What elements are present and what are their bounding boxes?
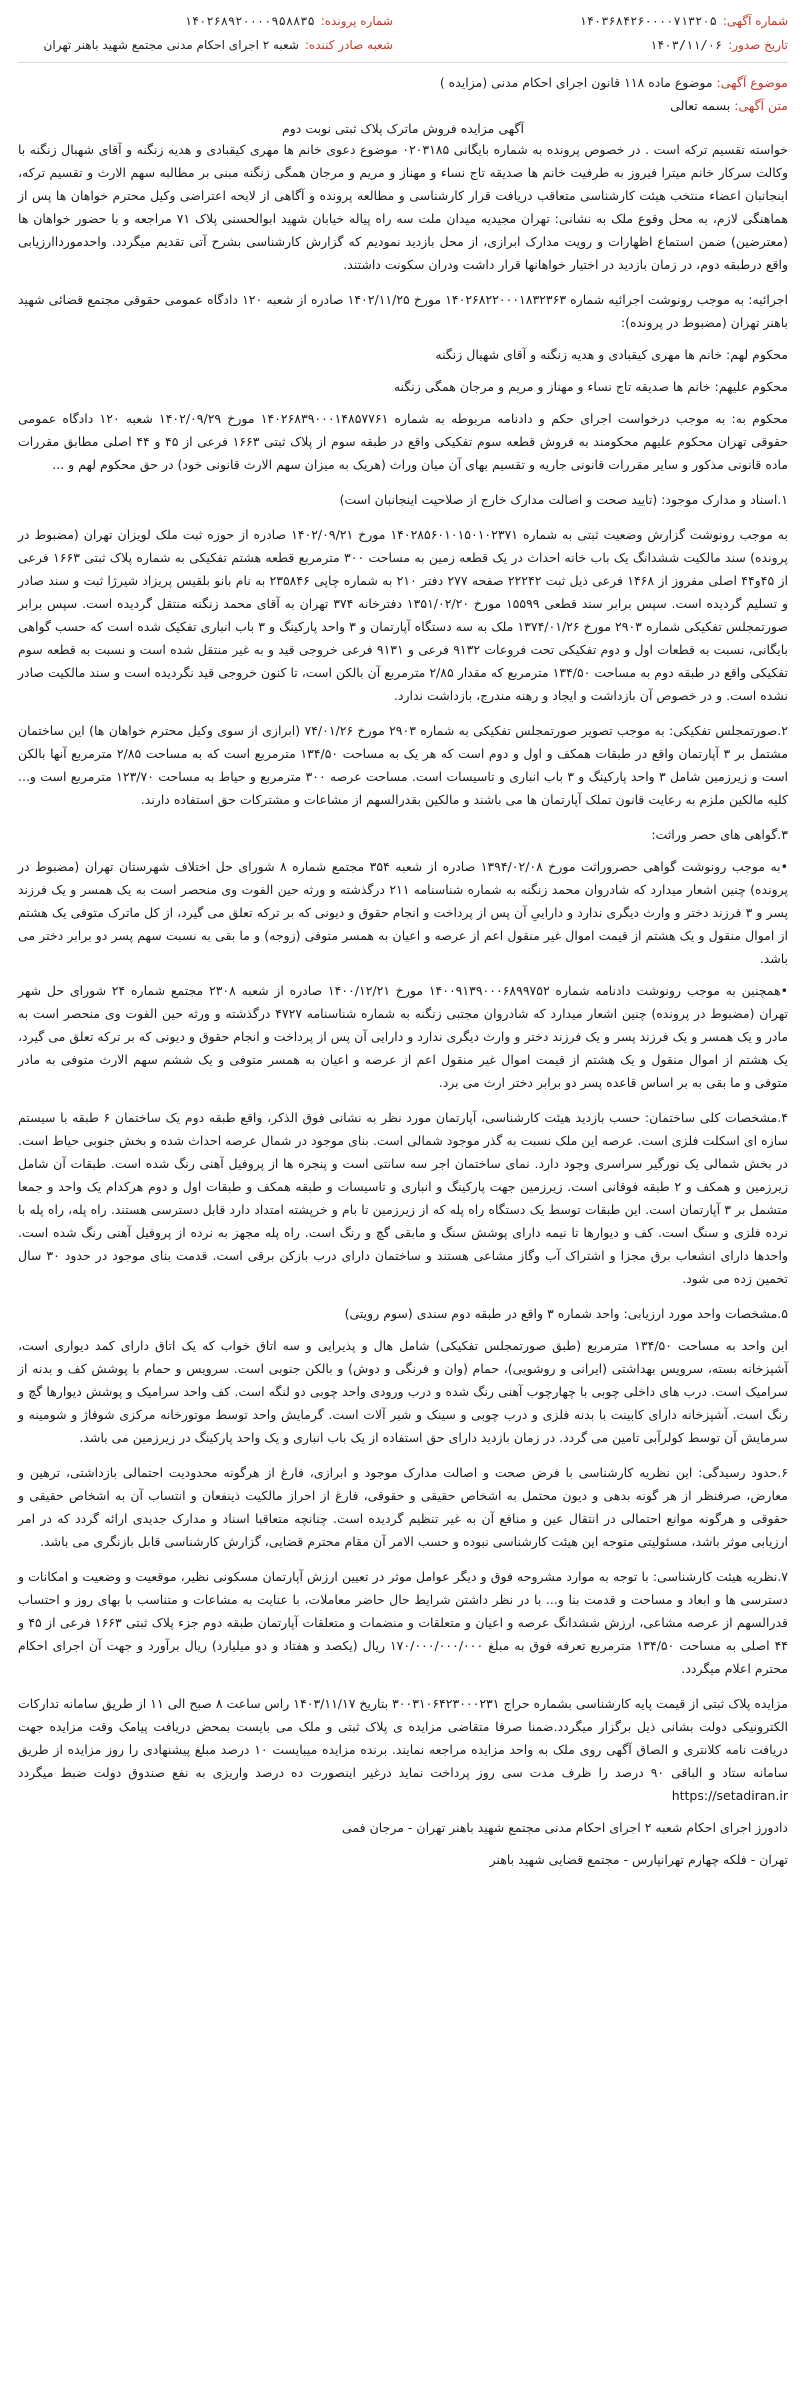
notice-header [18,14,788,63]
body-paragraph: به موجب رونوشت گزارش وضعیت ثبتی به شماره ۱۴۰۲۸۵۶۰۱۰۱۵۰۱۰۲۳۷۱ مورخ ۱۴۰۲/۰۹/۲۱ صادره از حوزه ثبت ملک لویزان تهران (مضبوط در پرونده) سند مالکیت ششدانگ یک باب خانه احداث در یک قطعه زمین به مساحت ۳۰۰ مترمربع قطعه هشتم تفکیکی به شماره پلاک ثبتی ۱۶۶۳ فرعی از ۴۵و۴۴ اصلی مفروز از ۱۴۶۸ فرعی ذیل ثبت ۲۲۲۴۲ صفحه ۲۷۷ دفتر ۲۱۰ به شماره چاپی ۲۳۵۸۴۶ به نام بانو بلقیس پریزاد شیرژا ثبت و سند صادر و تسلیم گردیده است. سپس برابر سند قطعی ۱۵۵۹۹ مورخ ۱۳۵۱/۰۲/۲۰ دفترخانه ۳۷۴ تهران به آقای محمد زنگنه منتقل گردیده است. سپس برابر صورتمجلس تفکیکی شماره ۲۹۰۳ مورخ ۱۳۷۴/۰۱/۲۶ ملک به سه دستگاه آپارتمان و ۳ واحد پارکینگ و ۳ باب انباری تفکیک شده است که حسب گواهی بایگانی، نسبت به قطعات اول و دوم تفکیکی تحت فروعات ۹۱۳۲ فرعی و ۹۱۳۱ فرعی خروجی قید و به غیر منتقل شده است و نسبت به قطعه سوم تفکیکی واقع در طبقه دوم به مساحت ۱۳۴/۵۰ مترمربع که مقدار ۲/۸۵ مترمربع آن بالکن است، تا کنون خروجی قید نگردیده است و سند مالکیت صادر نشده است. و در خصوص آن بازداشت و ایجاد و رهنه مندرج، بازداشت ندارد. [18,527,789,703]
bismillah: بسمه تعالی [670,98,731,113]
subject-row [18,75,788,90]
notice-title: آگهی مزایده فروش ماترک پلاک ثبتی نوبت دوم [282,121,524,136]
body-paragraph: اجرائیه: به موجب رونوشت اجرائیه شماره ۱۴۰۲۶۸۲۲۰۰۰۱۸۳۲۳۶۳ مورخ ۱۴۰۲/۱۱/۲۵ صادره از شعبه ۱۲۰ دادگاه عمومی حقوقی مجتمع قضائی شهید باهنر تهران (مضبوط در پرونده): [18,292,788,330]
body-paragraph: ۵.مشخصات واحد مورد ارزیابی: واحد شماره ۳ واقع در طبقه دوم سندی (سوم رویتی) [344,1306,788,1321]
body-paragraph: ۷.نظریه هیئت کارشناسی: با توجه به موارد مشروحه فوق و دیگر عوامل موثر در تعیین ارزش آپارتمان مسکونی نظیر، موقعیت و وضعیت و امکانات و دسترسی ها و ابعاد و مساحت و قدمت بنا و... با در نظر داشتن شرایط حال حاضر معاملات، با عنایت به مشاعات و متناسب با بهای روز و احتساب قدرالسهم از عرصه مشاعی، ارزش ششدانگ عرصه و اعیان و متعلقات و منضمات و متعلقات آپارتمان طبقه دوم جزء پلاک ثبتی ۱۶۶۳ فرعی از ۴۵ و ۴۴ اصلی به مساحت ۱۳۴/۵۰ مترمربع تعرفه فوق به مبلغ ۱۷۰/۰۰۰/۰۰۰/۰۰۰ ریال (یکصد و هفتاد و دو میلیارد) ریال برآورد و جهت آن اجرای احکام محترم اعلام میگردد. [18,1569,788,1676]
branch-label: شعبه صادر کننده: [304,38,393,52]
branch-value: شعبه ۲ اجرای احکام مدنی مجتمع شهید باهنر تهران [43,38,299,52]
body-paragraph: مزایده پلاک ثبتی از قیمت پایه کارشناسی بشماره حراج ۳۰۰۳۱۰۶۴۲۳۰۰۰۲۳۱ بتاریخ ۱۴۰۳/۱۱/۱۷ راس ساعت ۸ صبح الی ۱۱ از طریق سامانه تدارکات الکترونیکی دولت بشانی ذیل برگزار میگردد.ضمنا صرفا متقاضی مزایده ی پلاک ثبتی و ملک می بایست بمحض دریافت پیامک وقت مزایده جهت دریافت نامه کلانتری و الصاق آگهی روی ملک به واحد مزایده مراجعه نمایند. برنده مزایده میبایست ۱۰ درصد مبلغ پیشنهادی را روز مزایده از طریق سامانه ستاد و الباقی ۹۰ درصد را ظرف مدت سی روز پرداخت نماید درغیر اینصورت ده درصد واریزی به نفع صندوق دولت ضبط میگردد https://setadiran.ir [18,1696,789,1803]
ad-number-field [413,14,788,28]
body-paragraph: ۴.مشخصات کلی ساختمان: حسب بازدید هیئت کارشناسی، آپارتمان مورد نظر به نشانی فوق الذکر، واقع طبقه دوم یک ساختمان ۶ طبقه با سیستم سازه ای اسکلت فلزی است. عرصه این ملک نسبت به گذر موجود شمالی است. بنای موجود در شمال عرصه احداث شده و بخش جنوبی حیاط است. در بخش شمالی یک نورگیر سراسری وجود دارد. نمای ساختمان اجر سه سانتی است و پنجره ها از پروفیل آهنی رنگ شده است. طبقات آن شامل زیرزمین و همکف و ۲ طبقه فوقانی است. زیرزمین جهت پارکینگ و انباری و تاسیسات و طبقه همکف و طبقات اول و دوم هرکدام یک واحد و جمعا متشمل بر ۳ آپارتمان است. این طبقات توسط یک دستگاه راه پله که از زیرزمین تا بام و خرپشته امتداد دارد قابل دسترسی هستند. راه پله، راه پله با نرده فلزی و سنگ است. کف و دیوارها تا نیمه دارای پوشش سنگ و مابقی گچ و رنگ است. راه پله مجهز به نرده از پروفیل آهنی رنگ شده است. واحدها دارای انشعاب برق مجزا و اشتراک آب وگاز مشاعی هستند و ساختمان دارای درب بازکن برقی است. قدمت بنای موجود در حدود ۳۰ سال تخمین زده می شود. [18,1110,788,1286]
ad-number-label: شماره آگهی: [722,14,788,28]
text-label: متن آگهی: [734,98,788,113]
body-paragraph: ۱.اسناد و مدارک موجود: (تایید صحت و اصالت مدارک خارج از صلاحیت اینجانبان است) [339,492,788,507]
body-paragraph: محکوم لهم: خانم ها مهری کیقبادی و هدیه زنگنه و آقای شهبال زنگنه [435,347,788,362]
case-number-field [18,14,393,28]
body-paragraph: •به موجب رونوشت گواهی حصروراثت مورخ ۱۳۹۴/۰۲/۰۸ صادره از شعبه ۳۵۴ مجتمع شماره ۸ شورای حل اختلاف شهرستان تهران (مضبوط در پرونده) چنین اشعار میدارد که شادروان محمد زنگنه به شماره شناسنامه ۲۱۱ درگذشته و ورثه حین الفوت وی منحصر است به یک همسر و یک فرزند پسر و ۳ فرزند دختر و وارث دیگری ندارد و داراییِ آن پس از پرداخت و انجام حقوق و دیونی که بر ترکه تعلق می گیرد، از کل ماترک متوفی یک هشتم از اموال منقول و یک هشتم از قیمت اموال غیر منقول اعم از عرصه و اعیان به همسر متوفی (زوجه) و ما بقی به نسبت سهم پسر دو برابر دختر می باشد. [18,859,788,966]
body-paragraph: ۶.حدود رسیدگی: این نظریه کارشناسی با فرض صحت و اصالت مدارک موجود و ابرازی، فارغ از هرگونه محدودیت احتمالی بازداشتی، ترهین و معارض، صرفنظر از هر گونه بدهی و دیون محتمل به اشخاص حقیقی و حقوقی، فارغ از احراز مالکیت ذینفعان و انتساب آن به اشخاص حقیقی و حقوقی و هرگونه موانع احتمالی در انتقال عین و منافع آن به غیر تنظیم گردیده است. چنانچه متعاقبا اسناد و مدارک جدیدی ارائه گردد که در امر ارزیابی موثر باشد، مسئولیتی متوجه این هیئت کارشناسی نبوده و حسب الامر آن مقام محترم قضایی، گزارش کارشناسی قابل بازنگری می باشد. [18,1465,788,1549]
body-paragraph: محکوم علیهم: خانم ها صدیقه تاج نساء و مهناز و مریم و مرجان همگی زنگنه [393,379,788,394]
notice-body [18,138,788,1871]
issue-date-value: ۱۴۰۳/۱۱/۰۶ [649,38,723,52]
body-paragraph: دادورز اجرای احکام شعبه ۲ اجرای احکام مدنی مجتمع شهید باهنر تهران - مرجان فمی [342,1820,788,1835]
subject-value: موضوع ماده ۱۱۸ قانون اجرای احکام مدنی (مزایده ) [439,75,713,90]
issue-date-field [413,38,788,52]
body-paragraph: تهران - فلکه چهارم تهرانپارس - مجتمع قضایی شهید باهنر [489,1852,788,1867]
ad-number-value: ۱۴۰۳۶۸۴۲۶۰۰۰۰۷۱۳۲۰۵ [579,14,717,28]
case-number-label: شماره پرونده: [320,14,393,28]
case-number-value: ۱۴۰۲۶۸۹۲۰۰۰۰۹۵۸۸۳۵ [184,14,315,28]
body-paragraph: ۳.گواهی های حصر وراثت: [651,827,788,842]
branch-field [18,38,393,52]
body-paragraph: این واحد به مساحت ۱۳۴/۵۰ مترمربع (طبق صورتمجلس تفکیکی) شامل هال و پذیرایی و سه اتاق خواب که یک اتاق دارای کمد دیواری است، آشپزخانه بسته، سرویس بهداشتی (ایرانی و روشویی)، حمام (وان و فرنگی و دوش) و بالکن جنوبی است. سرویس و حمام با پوشش کف و بدنه از سرامیک است. درب های داخلی چوبی با چهارچوب آهنی رنگ شده و درب ورودی واحد چوبی دو لنگه است. کف واحد سرامیک و پوشش دیوارها گچ و رنگ است. آشپزخانه دارای کابینت با بدنه فلزی و درب چوبی و سینک و شیر آلات است. گرمایش واحد توسط موتورخانه مرکزی شوفاژ و شومینه و سرمایش آن توسط کولرآبی تامین می گردد. در زمان بازدید دارای حق استفاده از یک باب انباری و یک واحد پارکینگ در زیرزمین می باشد. [18,1338,788,1445]
subject-label: موضوع آگهی: [716,75,788,90]
notice-meta [18,63,788,136]
body-paragraph: خواسته تقسیم ترکه است . در خصوص پرونده به شماره بایگانی ۰۲۰۳۱۸۵ موضوع دعوی خانم ها مهری کیقبادی و هدیه زنگنه و آقای شهبال زنگنه با وکالت سرکار خانم میترا فیروز به طرفیت خانم ها صدیقه تاج نساء و مهناز و مریم و مرجان همگی زنگنه مبنی بر مطالبه سهم الارث و تقسیم ترکه، اینجانبان اعضاء منتخب هیئت کارشناسی متعاقب دریافت قرار کارشناسی و مطالعه پرونده و آگاهی از لایحه اعتراضی وکیل محترم خواهان ها پس از هماهنگی لازم، به محل وقوع ملک به نشانی: تهران مجیدیه میدان ملت سه راه پیاله خیابان شهید ابوالحسنی پلاک ۷۱ مراجعه و با حضور خواهان ها (معترضین) ضمن استماع اظهارات و رویت مدارک ابرازی، از محل بازدید نمودیم که گزارش کارشناسی بشرح آتی تقدیم میگردد. واحدمورداارزیابی واقع درطبقه دوم، در زمان بازدید در اختیار خواهانها قرار داشت ودران سکونت داشتند. [18,142,789,272]
body-paragraph: ۲.صورتمجلس تفکیکی: به موجب تصویر صورتمجلس تفکیکی به شماره ۲۹۰۳ مورخ ۷۴/۰۱/۲۶ (ابرازی از سوی وکیل محترم خواهان ها) این ساختمان مشتمل بر ۳ آپارتمان واقع در طبقات همکف و اول و دوم است که هر یک به مساحت ۱۳۴/۵۰ مترمربع است که به مساحت ۲/۸۵ مترمربع آنها بالکن است و زیرزمین شامل ۳ واحد پارکینگ و ۳ باب انباری و تاسیسات است. مساحت عرصه ۳۰۰ مترمربع و حیاط به مساحت ۱۲۳/۷۰ مترمربع است و... کلیه مالکین ملزم به رعایت قانون تملک آپارتمان ها می باشند و مالکین بقدرالسهم از مشاعات و مشترکات حق استفاده دارند. [18,723,789,807]
body-paragraph: محکوم به: به موجب درخواست اجرای حکم و دادنامه مربوطه به شماره ۱۴۰۲۶۸۳۹۰۰۰۱۴۸۵۷۷۶۱ مورخ ۱۴۰۲/۰۹/۲۹ شعبه ۱۲۰ دادگاه عمومی حقوقی تهران محکوم علیهم محکومند به فروش قطعه سوم تفکیکی واقع در طبقه سوم از پلاک ثبتی ۱۶۶۳ فرعی از ۴۵ و ۴۴ اصلی مطابق مقررات ماده قانونی مذکور و سایر مقررات قانونی جاریه و تقسیم بهای آن میان وراث (هریک به میزان سهم الارث قانونی خود) در حق محکوم لهم و ... [18,411,789,472]
issue-date-label: تاریخ صدور: [728,38,788,52]
text-label-row [18,98,788,113]
body-paragraph: •همچنین به موجب رونوشت دادنامه شماره ۱۴۰۰۹۱۳۹۰۰۰۶۸۹۹۷۵۲ مورخ ۱۴۰۰/۱۲/۲۱ صادره از شعبه ۲۳۰۸ مجتمع شماره ۲۴ شورای حل شهر تهران (مضبوط در پرونده) چنین اشعار میدارد که شادروان مجتبی زنگنه به شماره شناسنامه ۴۷۲۷ درگذشته و ورثه حین الفوت وی منحصر است به مادر و یک همسر و یک فرزند پسر و یک فرزند دختر و وارث دیگری ندارد و دارایی آن پس از پرداخت و انجام حقوق و دیونی که بر ترکه تعلق می گیرد، یک هشتم از اموال منقول و یک هشتم از قیمت اموال غیر منقول اعم از عرصه و اعیان به همسر متوفی و یک ششم سهم الارث متوفی به مادر متوفی و ما بقی به بر اساس قاعده پسر دو برابر دختر ارث می برد. [18,983,788,1090]
